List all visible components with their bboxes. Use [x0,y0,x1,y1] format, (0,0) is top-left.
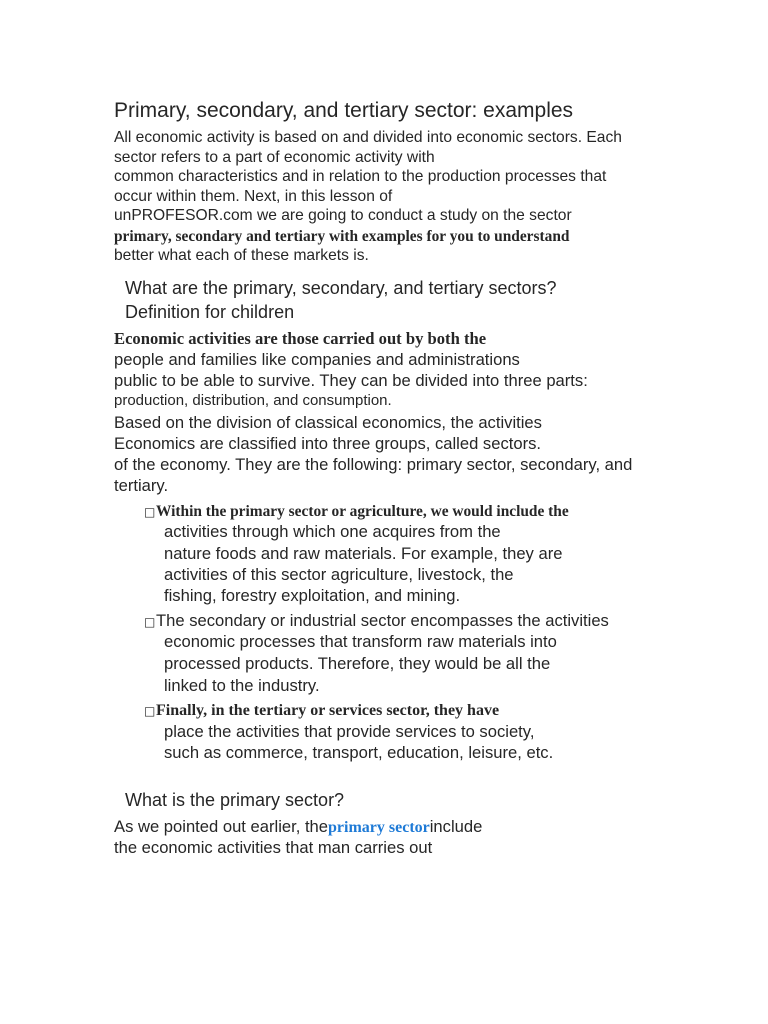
intro-line-5: unPROFESOR.com we are going to conduct a study on the sector [114,207,572,224]
bullet-3-line-2: place the activities that provide services to society, [164,722,535,741]
bullet-3-line-1: Finally, in the tertiary or services sector, they have [156,702,500,719]
bullet-1-first-line [144,502,569,522]
intro-line-3: common characteristics and in relation to the production processes that [114,168,607,185]
para1-line-2: people and families like companies and administrations [114,350,520,369]
checkbox-icon: □ [144,615,156,629]
intro-line-1: All economic activity is based on and divided into economic sectors. Each [114,129,622,146]
para2-line-3: of the economy. They are the following: primary sector, secondary, and [114,455,633,474]
bullet-1-line-5: fishing, forestry exploitation, and mining. [164,586,461,605]
para2-line-1: Based on the division of classical economics, the activities [114,413,542,432]
bullet-2-line-2: economic processes that transform raw materials into [164,632,557,651]
primary-text-after: include [429,817,483,836]
bullet-1-line-2: activities through which one acquires from the [164,522,501,541]
section-heading-sectors-1: What are the primary, secondary, and tertiary sectors? [125,278,557,298]
primary-text-before: As we pointed out earlier, the [114,817,329,836]
para1-line-4: production, distribution, and consumption. [114,392,392,409]
para1-line-1: Economic activities are those carried out by both the [114,329,487,348]
bullet-2-first-line [144,611,609,632]
para2-line-4: tertiary. [114,476,169,495]
para2-line-2: Economics are classified into three groups, called sectors. [114,434,542,453]
checkbox-icon: □ [144,704,156,718]
primary-para-line-1 [114,817,482,838]
intro-line-4: occur within them. Next, in this lesson of [114,188,393,205]
bullet-3-line-3: such as commerce, transport, education, leisure, etc. [164,743,554,762]
bullet-2-line-4: linked to the industry. [164,676,320,695]
bullet-1-line-4: activities of this sector agriculture, livestock, the [164,565,514,584]
primary-sector-link[interactable]: primary sector [328,819,430,836]
intro-line-6: primary, secondary and tertiary with examples for you to understand [114,228,570,245]
bullet-2-line-1: The secondary or industrial sector encompasses the activities [156,611,609,630]
section-heading-primary: What is the primary sector? [125,790,345,810]
page-title: Primary, secondary, and tertiary sector: examples [114,99,574,122]
bullet-2-line-3: processed products. Therefore, they would be all the [164,654,551,673]
bullet-1-line-3: nature foods and raw materials. For example, they are [164,544,563,563]
bullet-3-first-line [144,701,499,721]
primary-para-line-2: the economic activities that man carries out [114,838,433,857]
section-heading-sectors-2: Definition for children [125,302,295,322]
intro-line-2: sector refers to a part of economic activity with [114,149,435,166]
checkbox-icon: □ [144,505,156,519]
para1-line-3: public to be able to survive. They can be divided into three parts: [114,371,588,390]
bullet-1-line-1: Within the primary sector or agriculture, we would include the [156,503,569,520]
intro-line-7: better what each of these markets is. [114,247,369,264]
